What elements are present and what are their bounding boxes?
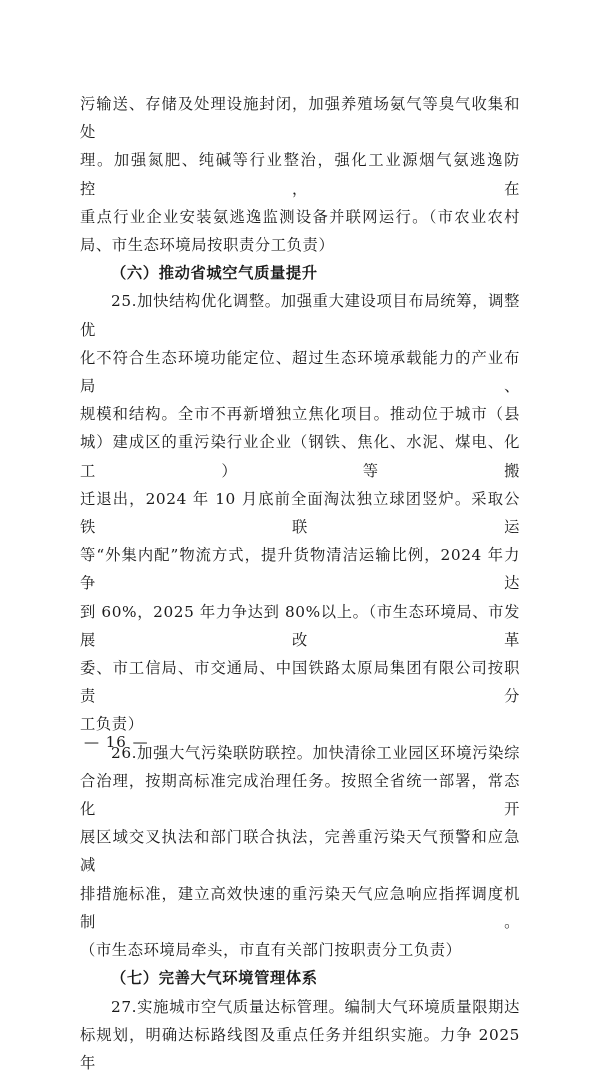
- text-line: 工负责）: [80, 715, 144, 734]
- text-line: 规模和结构。全市不再新增独立焦化项目。推动位于城市（县: [80, 405, 520, 424]
- text-line: 到 60%，2025 年力争达到 80%以上。（市生态环境局、市发展改革: [80, 602, 520, 649]
- text-line: 27.实施城市空气质量达标管理。编制大气环境质量限期达: [111, 997, 520, 1016]
- text-line: 25.加快结构优化调整。加强重大建设项目布局统筹，调整优: [80, 292, 520, 339]
- text-line: 污输送、存储及处理设施封闭，加强养殖场氨气等臭气收集和处: [80, 95, 520, 142]
- text-line: 化不符合生态环境功能定位、超过生态环境承载能力的产业布局、: [80, 348, 520, 396]
- text-line: 标规划，明确达标路线图及重点任务并组织实施。力争 2025 年: [80, 1025, 520, 1072]
- text-line: 理。加强氮肥、纯碱等行业整治，强化工业源烟气氨逃逸防控，在: [80, 151, 520, 198]
- text-line: 排措施标准，建立高效快速的重污染天气应急响应指挥调度机制。: [80, 884, 520, 931]
- section-heading: （六）推动省城空气质量提升: [111, 264, 318, 283]
- text-line: 等“外集内配”物流方式，提升货物清洁运输比例，2024 年力争达: [80, 546, 520, 593]
- text-line: 重点行业企业安装氨逃逸监测设备并联网运行。（市农业农村: [80, 207, 520, 226]
- text-line: 城）建成区的重污染行业企业（钢铁、焦化、水泥、煤电、化工）等搬: [80, 433, 520, 480]
- page-number: — 16 —: [84, 733, 149, 751]
- text-line: 委、市工信局、市交通局、中国铁路太原局集团有限公司按职责分: [80, 659, 520, 706]
- text-line: 26.加强大气污染联防联控。加快清徐工业园区环境污染综: [111, 743, 520, 762]
- text-line: 迁退出，2024 年 10 月底前全面淘汰独立球团竖炉。采取公铁联运: [80, 489, 520, 537]
- section-heading: （七）完善大气环境管理体系: [111, 969, 318, 988]
- text-line: 合治理，按期高标准完成治理任务。按照全省统一部署，常态化开: [80, 771, 520, 819]
- text-line: （市生态环境局牵头，市直有关部门按职责分工负责）: [80, 941, 462, 960]
- document-body: [80, 90, 520, 1077]
- text-line: 局、市生态环境局按职责分工负责）: [80, 236, 335, 255]
- text-line: 展区域交叉执法和部门联合执法，完善重污染天气预警和应急减: [80, 828, 520, 875]
